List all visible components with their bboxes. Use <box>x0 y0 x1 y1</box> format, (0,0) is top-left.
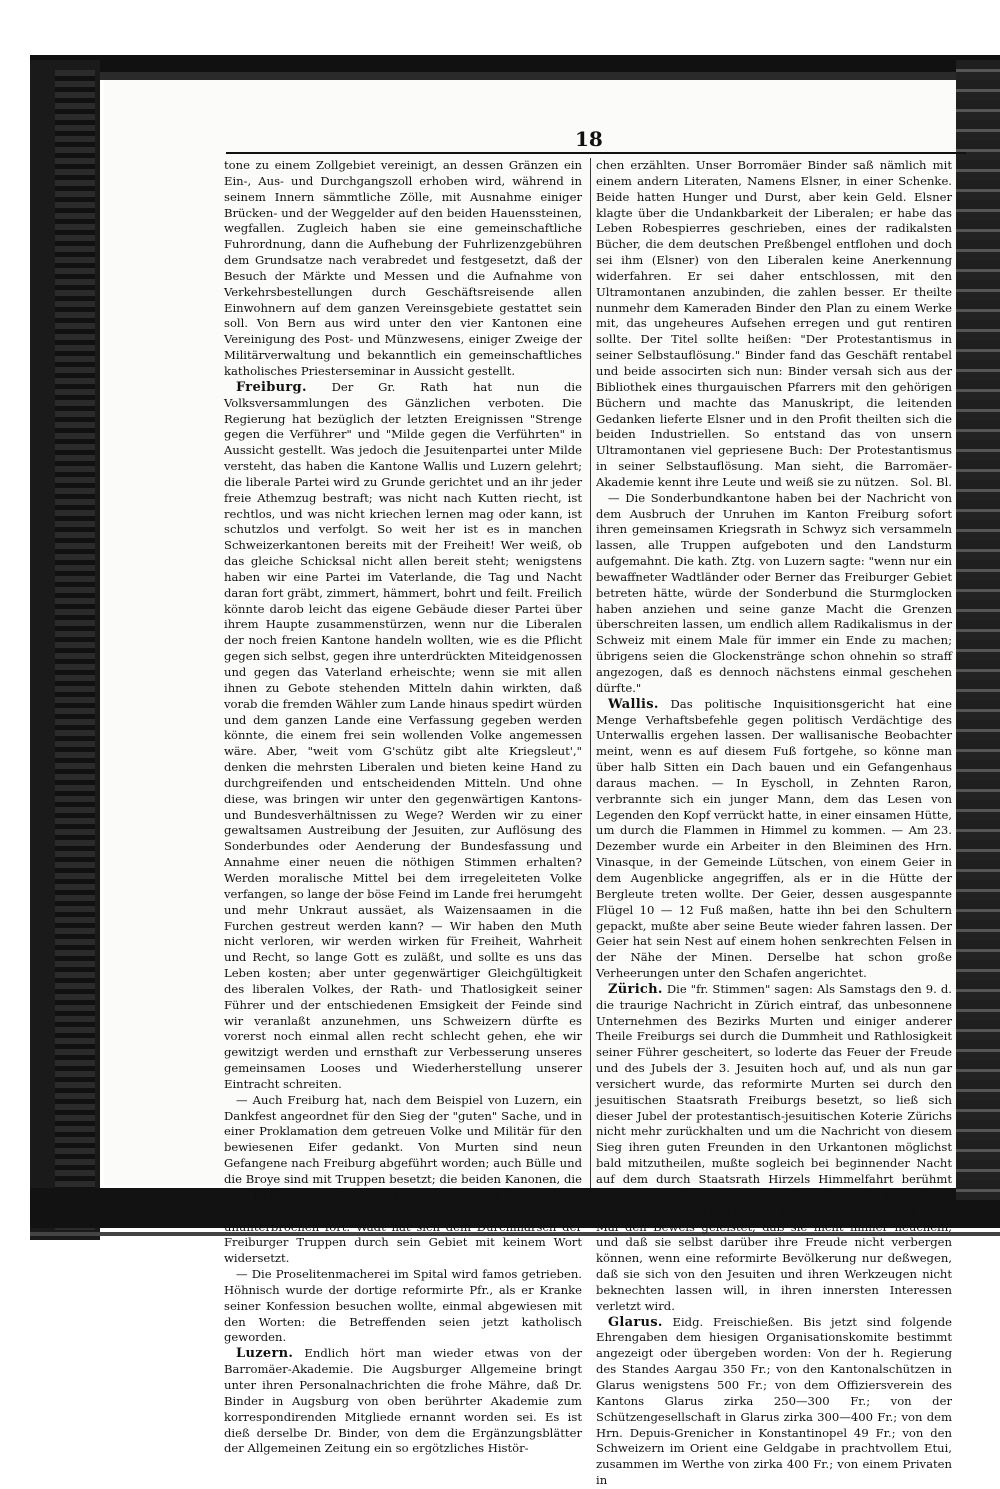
article-text: chen erzählten. Unser Borromäer Binder saß nämlich mit einem andern Literaten, Namens Elsner, in einer Schenke. Beide hatten Hunger und Durst, aber kein Geld. Elsner klagte über die Undankbarkeit der Liberalen; er habe das Leben Robespierres geschrieben, eines der radikalsten Bücher, die dem deutschen Preßbengel entflohen und doch sei ihm (Elsner) von den Liberalen keine Anerkennung widerfahren. Er sei daher entschlossen, mit den Ultramontanen anzubinden, die zahlen besser. Er theilte nunmehr dem Kameraden Binder den Plan zu einem Werke mit, das ungeheures Aufsehen erregen und gut rentiren sollte. Der Titel sollte heißen: "Der Protestantismus in seiner Selbstauflösung." Binder fand das Geschäft rentabel und beide associrten sich nun: Binder versah sich aus der Bibliothek eines thurgauischen Pfarrers mit den gehörigen Büchern und machte das Manuskript, die leitenden Gedanken lieferte Elsner und in den Profit theilten sich die beiden Industriellen. So entstand das von unsern Ultramontanen viel gepriesene Buch: Der Protestantismus in seiner Selbstauflösung. Man sieht, die Barromäer-Akademie kennt ihre Leute und weiß sie zu nützen. <box>596 158 952 489</box>
left-column <box>224 158 582 1457</box>
scan-border-left-inner <box>55 70 95 1230</box>
article-freiburg <box>224 380 582 1093</box>
article-text: Die "fr. Stimmen" sagen: Als Samstags den 9. d. die traurige Nachricht in Zürich eintraf, das unbesonnene Unternehmen des Bezirks Murten und einiger anderer Theile Freiburgs sei durch die Dummheit und Rathlosigkeit seiner Führer gescheitert, so loderte das Feuer der Freude und des Jubels der 3. Jesuiten hoch auf, und als nun gar versichert wurde, das reformirte Murten sei durch den jesuitischen Staatsrath Freiburgs besetzt, so ließ sich dieser Jubel der protestantisch-jesuitischen Koterie Zürichs nicht mehr zurückhalten und um die Nachricht von diesem Sieg ihren guten Freunden in den Urkantonen möglichst bald mitzutheilen, mußte sogleich bei beginnender Nacht auf dem durch Staatsrath Hirzels Himmelfahrt berühmt gewordenen Uetliberg ein großer Holzstoß angezündet werden. Unsere reformirten Jesuitenfreunde haben dieß Mal den Beweis geleistet, daß sie nicht immer heucheln, und daß sie selbst darüber ihre Freude nicht verbergen können, wenn eine reformirte Bevölkerung nur deßwegen, daß sie sich von den Jesuiten und ihren Werkzeugen nicht beknechten lassen will, in ihren innersten Interessen verletzt wird. <box>596 981 952 1313</box>
source-note: Sol. Bl. <box>910 474 952 489</box>
article-paragraph: tone zu einem Zollgebiet vereinigt, an dessen Gränzen ein Ein-, Aus- und Durchgangszoll erhoben wird, während in seinem Innern sämmtliche Zölle, mit Ausnahme einiger Brücken- und der Weggelder auf den beiden Hauenssteinen, wegfallen. Zugleich haben sie eine gemeinschaftliche Fuhrordnung, dann die Aufhebung der Fuhrlizenzgebühren dem Grundsatze nach verabredet und festgesetzt, daß der Besuch der Märkte und Messen und die Aufnahme von Verkehrsbestellungen durch Geschäftsreisende allen Einwohnern auf dem ganzen Vereinsgebiete gestattet sein soll. Von Bern aus wird unter den vier Kantonen eine Vereinigung des Post- und Münzwesens, einiger Zweige der Militärverwaltung und bekanntlich ein gemeinschaftliches katholisches Priesterseminar in Aussicht gestellt. <box>224 158 582 378</box>
article-luzern <box>224 1346 582 1457</box>
article-paragraph: — Die Proselitenmacherei im Spital wird famos getrieben. Höhnisch wurde der dortige reformirte Pfr., als er Kranke seiner Konfession besuchen wollte, einmal abgewiesen mit den Worten: die Betreffenden seien jetzt katholisch geworden. <box>224 1267 582 1345</box>
section-heading-zuerich: Zürich. <box>608 981 663 997</box>
article-text: Eidg. Freischießen. Bis jetzt sind folgende Ehrengaben dem hiesigen Organisationskomite bestimmt angezeigt oder übergeben worden: Von der h. Regierung des Standes Aargau 350 Fr.; von den Kantonalschützen in Glarus wenigstens 500 Fr.; von dem Offiziersverein des Kantons Glarus zirka 250—300 Fr.; von der Schützengesellschaft in Glarus zirka 300—400 Fr.; von dem Hrn. Depuis-Grenicher in Konstantinopel 49 Fr.; von den Schweizern im Orient eine Geldgabe in prachtvollem Etui, zusammen im Werthe von zirka 400 Fr.; von einem Privaten in <box>596 1314 952 1488</box>
article-paragraph: — Die Sonderbundkantone haben bei der Nachricht von dem Ausbruch der Unruhen im Kanton Freiburg sofort ihren gemeinsamen Kriegsrath in Schwyz sich versammeln lassen, alle Truppen aufgeboten und den Landsturm aufgemahnt. Die kath. Ztg. von Luzern sagte: "wenn nur ein bewaffneter Wadtländer oder Berner das Freiburger Gebiet betreten hätte, würde der Sonderbund die Sturmglocken haben anziehen und seine ganze Macht die Grenzen überschreiten lassen, um endlich allem Radikalismus in der Schweiz mit einem Male für immer ein Ende zu machen; übrigens seien die Glockenstränge schon ohnehin so straff angezogen, daß es dennoch nächstens einmal geschehen dürfte." <box>596 490 952 695</box>
scan-border-right <box>956 60 1000 1200</box>
article-wallis <box>596 697 952 982</box>
article-zuerich <box>596 982 952 1315</box>
section-heading-wallis: Wallis. <box>608 696 659 712</box>
header-rule <box>226 152 966 154</box>
article-paragraph: — Auch Freiburg hat, nach dem Beispiel von Luzern, ein Dankfest angeordnet für den Sieg der "guten" Sache, und in einer Proklamation dem getreuen Volke und Militär für den bewiesenen Eifer gedankt. Von Murten sind neun Gefangene nach Freiburg abgeführt worden; auch Bülle und die Broye sind mit Truppen besetzt; die beiden Kanonen, die seit 1830 sich in Bulle befanden, sind nach Freiburg ins Zeughaus abgeführt worden. Die Verhaftungen dauern ununterbrochen fort. Wadt hat sich dem Durchmarsch der Freiburger Truppen durch sein Gebiet mit keinem Wort widersetzt. <box>224 1092 582 1266</box>
article-glarus <box>596 1315 952 1489</box>
article-text: Der Gr. Rath hat nun die Volksversammlungen des Gänzlichen verboten. Die Regierung hat bezüglich der letzten Ereignissen "Strenge gegen die Verführer" und "Milde gegen die Verführten" in Aussicht gestellt. Was jedoch die Jesuitenpartei unter Milde versteht, das haben die Kantone Wallis und Luzern gelehrt; die liberale Partei wird zu Grunde gerichtet und an ihr jeder freie Athemzug bestraft; was nicht nach Kutten riecht, ist rechtlos, und was nicht kriechen lernen mag oder kann, ist schutzlos und verfolgt. So weit her ist es in manchen Schweizerkantonen bereits mit der Freiheit! Wer weiß, ob das gleiche Schicksal nicht allen bereit steht; wenigstens haben wir eine Partei im Vaterlande, die Tag und Nacht daran fort gräbt, zimmert, hämmert, bohrt und feilt. Freilich könnte darob leicht das eigene Gebäude dieser Partei über ihrem Haupte zusammenstürzen, wenn nur die Liberalen der noch freien Kantone handeln wollten, wie es die Pflicht gegen sich selbst, gegen ihre unterdrückten Miteidgenossen und gegen das Vaterland erheischte; wenn sie mit allen ihnen zu Gebote stehenden Mitteln dahin wirkten, daß vorab die fremden Wähler zum Lande hinaus spedirt würden und dem ganzen Lande eine Verfassung gegeben werden könnte, die einem frei sein wollenden Volke angemessen wäre. Aber, "weit vom G'schütz gibt alte Kriegsleut'," denken die mehrsten Liberalen und bieten keine Hand zu durchgreifenden und entscheidenden Mitteln. Und ohne diese, was bringen wir unter den gegenwärtigen Kantons- und Bundesverhältnissen zu Wege? Werden wir zu einer gewaltsamen Austreibung der Jesuiten, zur Auflösung des Sonderbundes oder Aenderung der Bundesfassung und Annahme einer neuen die nöthigen Stimmen erhalten? Werden moralische Mittel bei dem irregeleiteten Volke verfangen, so lange der böse Feind im Lande frei herumgeht und mehr Unkraut aussäet, als Waizensaamen in die Furchen gestreut werden kann? — Wir haben den Muth nicht verloren, wir werden wirken für Freiheit, Wahrheit und Recht, so lange Gott es zuläßt, und sollte es uns das Leben kosten; aber unter gegenwärtiger Gleichgültigkeit des liberalen Volkes, der Rath- und Thatlosigkeit seiner Führer und der entschiedenen Emsigkeit der Feinde sind wir veranlaßt anzunehmen, uns Schweizern dürfte es vorerst noch einmal allen recht schlecht gehen, ehe wir gewitzigt werden und ernsthaft zur Verbesserung unseres gemeinsamen Looses und Wiederherstellung unserer Eintracht schreiten. <box>224 379 582 1091</box>
page-number: 18 <box>575 127 603 151</box>
right-column <box>596 158 952 1489</box>
article-text: Endlich hört man wieder etwas von der Barromäer-Akademie. Die Augsburger Allgemeine bringt unter ihren Personalnachrichten die frohe Mähre, daß Dr. Binder in Augsburg von oben berührter Akademie zum korrespondirenden Mitgliede ernannt worden sei. Es ist dieß derselbe Dr. Binder, von dem die Ergänzungsblätter der Allgemeinen Zeitung ein so ergötzliches Histör- <box>224 1346 582 1456</box>
article-paragraph <box>596 158 952 491</box>
section-heading-glarus: Glarus. <box>608 1314 663 1330</box>
scan-border-top-inner <box>95 72 1000 80</box>
section-heading-luzern: Luzern. <box>236 1346 294 1362</box>
section-heading-freiburg: Freiburg. <box>236 379 307 395</box>
article-text: Das politische Inquisitionsgericht hat eine Menge Verhaftsbefehle gegen politisch Verdächtige des Unterwallis ergehen lassen. Der wallisanische Beobachter meint, wenn es auf diesem Fuß fortgehe, so könne man über halb Sitten ein Dach bauen und ein Gefangenhaus daraus machen. — In Eyscholl, in Zehnten Raron, verbrannte sich ein junger Mann, dem das Lesen von Legenden den Kopf verrückt hatte, in einer einsamen Hütte, um durch die Flammen in Himmel zu kommen. — Am 23. Dezember wurde ein Arbeiter in den Bleiminen des Hrn. Vinasque, in der Gemeinde Lütschen, von einem Geier in dem Augenblicke angegriffen, als er in die Hütte der Bergleute treten wollte. Der Geier, dessen ausgespannte Flügel 10 — 12 Fuß maßen, hatte ihn bei den Schultern gepackt, mußte aber seine Beute wieder fahren lassen. Der Geier hat sein Nest auf einem hohen senkrechten Felsen in der Nähe der Minen. Derselbe hat schon große Verheerungen unter den Schafen angerichtet. <box>596 696 953 981</box>
column-divider <box>590 158 591 1188</box>
